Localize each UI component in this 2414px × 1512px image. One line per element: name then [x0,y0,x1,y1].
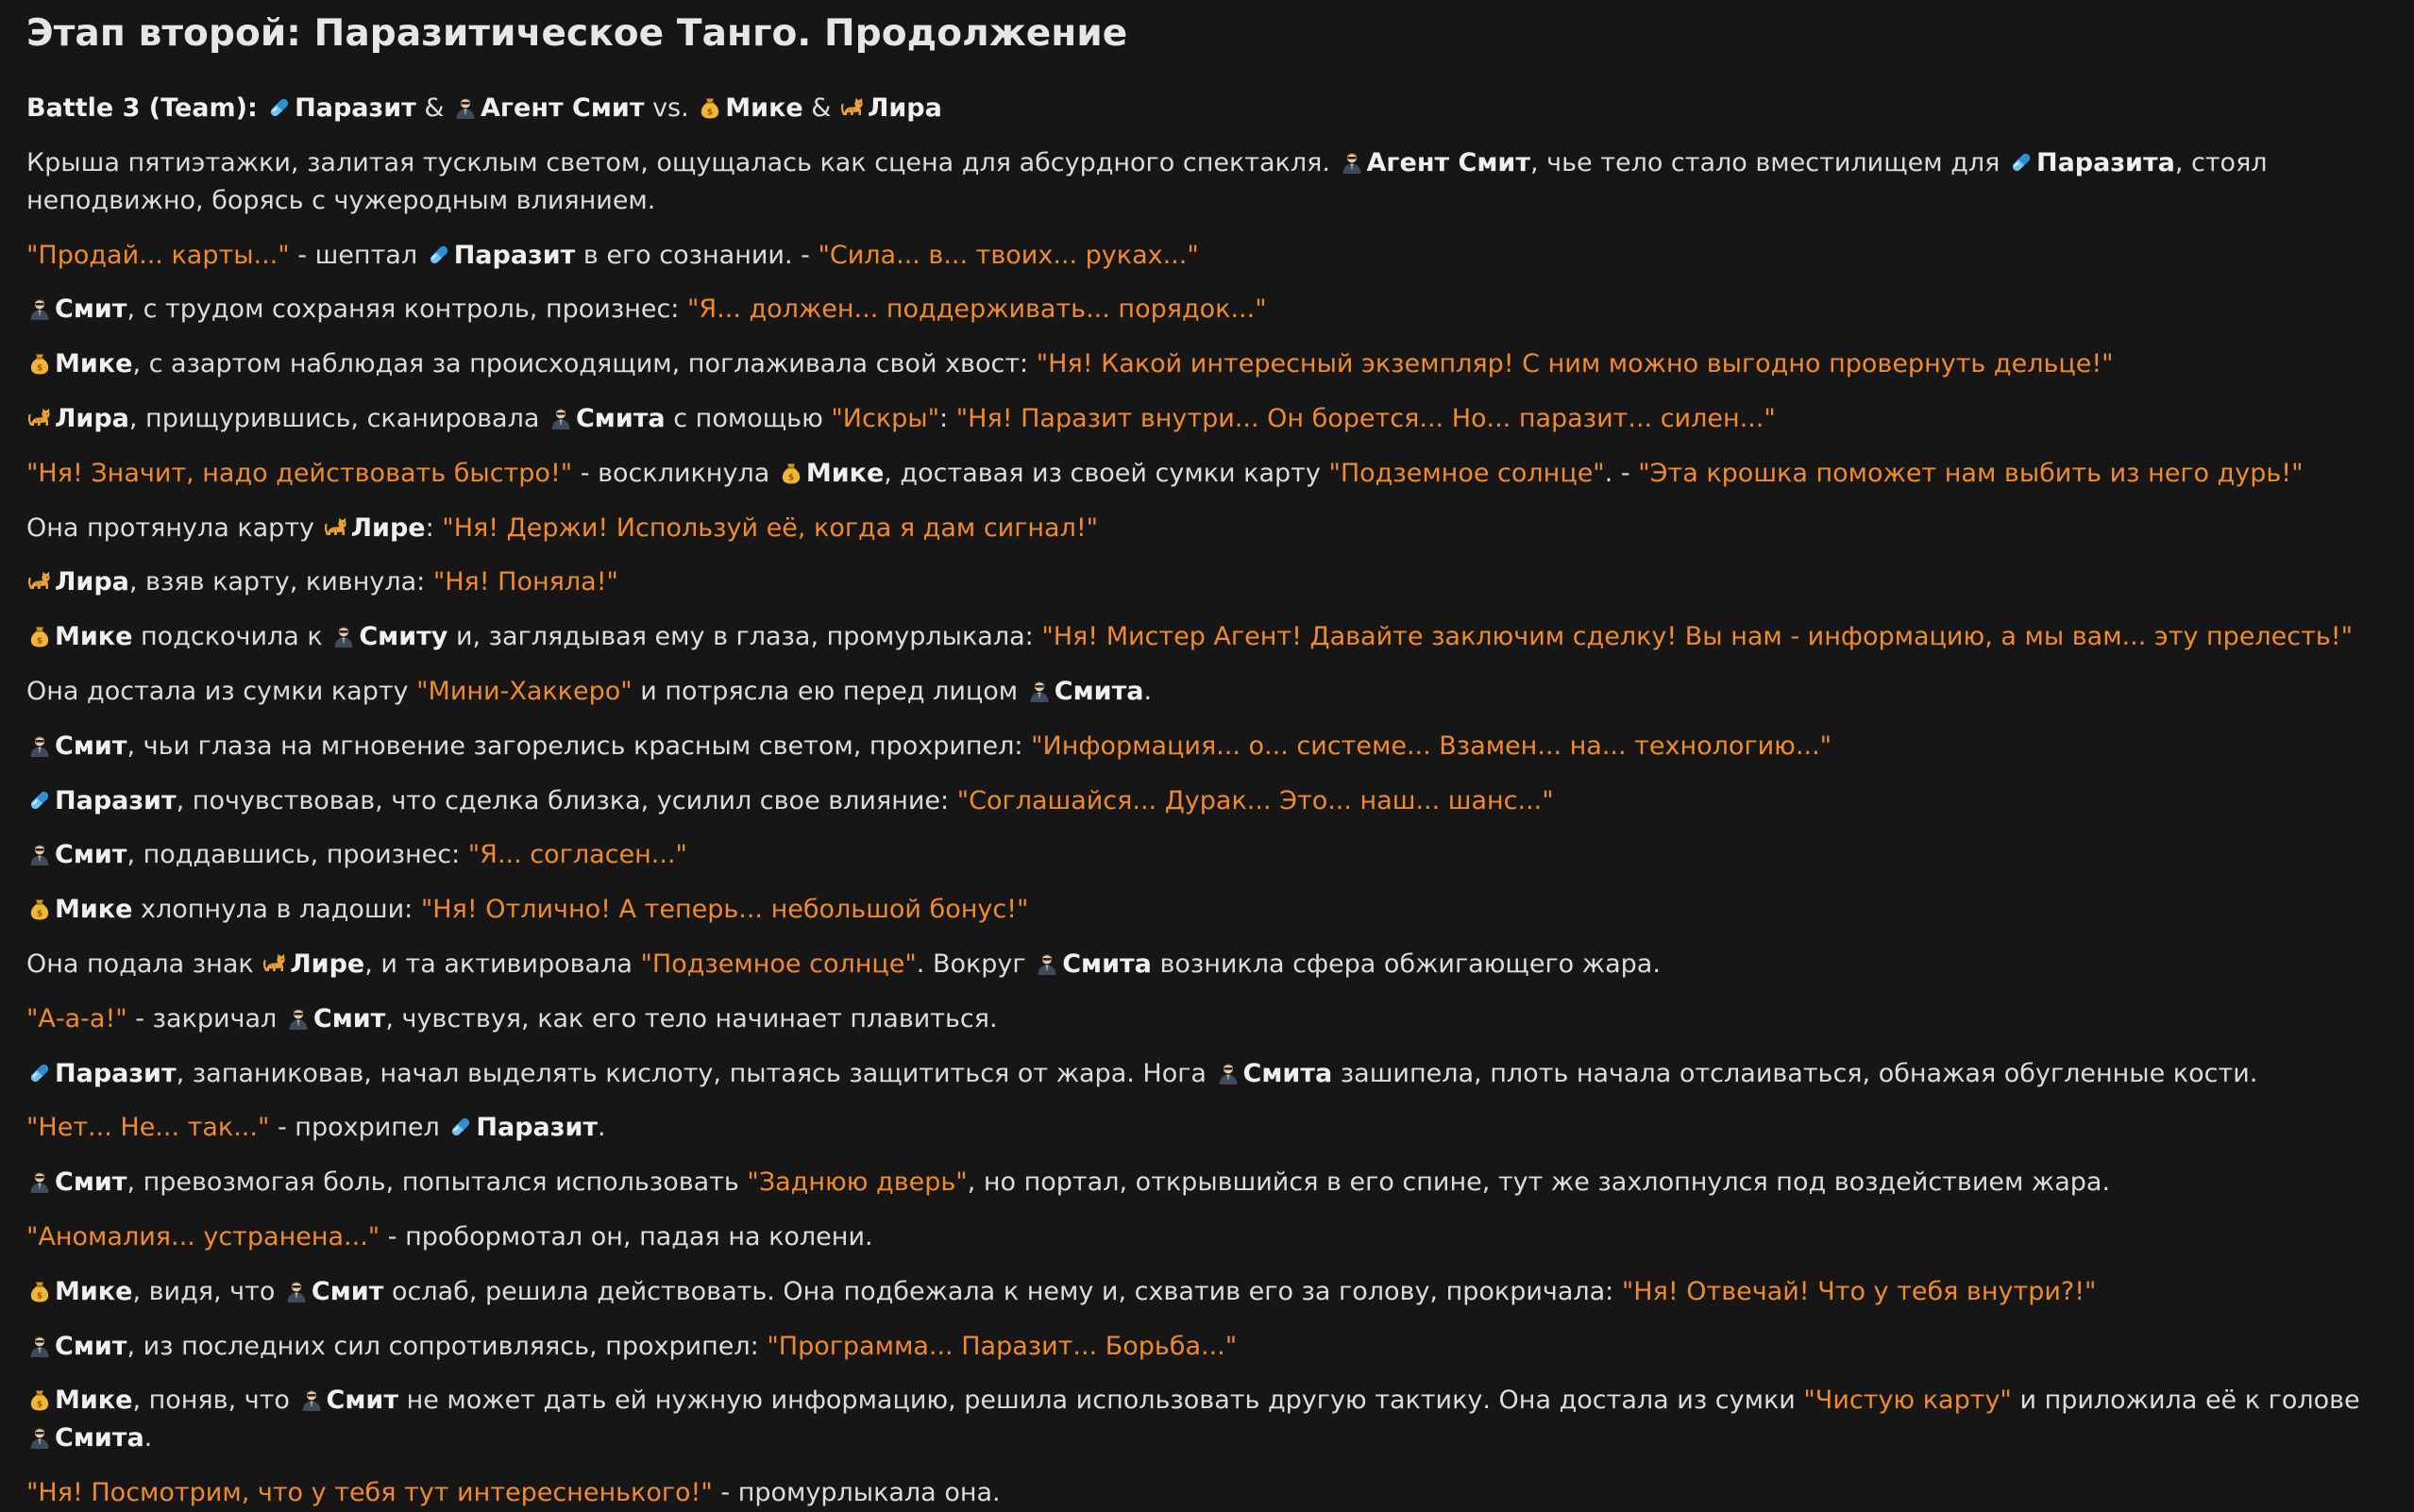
story-paragraph [26,673,2388,711]
quoted-text: "Соглашайся... Дурак... Это... наш... шанс..." [956,785,1554,815]
quoted-text: "Ня! Какой интересный экземпляр! С ним можно выгодно провернуть дельце!" [1036,349,2114,379]
story-paragraph [26,1109,2388,1147]
cat-icon [27,569,52,594]
story-paragraph [26,618,2388,656]
character-name: Паразит [295,93,416,123]
quoted-text: "Эта крошка поможет нам выбить из него дурь!" [1638,458,2304,488]
svg-text:$: $ [36,1291,43,1302]
money-bag-icon [779,461,803,485]
character-name: Battle 3 (Team): [26,93,267,123]
narration-text: , с азартом наблюдая за происходящим, поглаживала свой хвост: [132,349,1037,379]
narration-text: Она достала из сумки карту [26,676,417,706]
character-name: Смит [55,731,127,761]
character-name: Мике [55,622,133,652]
narration-text: & [802,93,839,123]
narration-text: , но портал, открывшийся в его спине, тут же захлопнулся под воздействием жара. [967,1168,2111,1198]
narration-text: - промурлыкала она. [712,1478,1001,1508]
story-body [26,90,2388,1512]
narration-text: . [1143,676,1153,706]
character-name: Лира [867,93,942,123]
agent-icon [549,406,573,430]
agent-icon [286,1006,311,1031]
narration-text: , почувствовав, что сделка близка, усилил свое влияние: [176,785,957,815]
character-name: Паразит [55,785,177,815]
narration-text: , запаниковав, начал выделять кислоту, пытаясь защититься от жара. Нога [176,1058,1215,1088]
character-name: Лира [55,567,129,597]
quoted-text: "Ня! Мистер Агент! Давайте заключим сделку! Вы нам - информацию, а мы вам... эту прелесть!" [1041,622,2354,652]
quoted-text: "Информация... о... системе... Взамен... на... технологию..." [1031,731,1832,761]
quoted-text: "Программа... Паразит... Борьба..." [767,1331,1238,1361]
narration-text: Она протянула карту [26,512,323,543]
agent-icon [27,842,52,866]
agent-icon [27,1169,52,1194]
quoted-text: "Ня! Отвечай! Что у тебя внутри?!" [1621,1276,2097,1306]
narration-text: , поняв, что [132,1386,298,1416]
character-name: Паразит [476,1113,599,1143]
story-paragraph [26,1164,2388,1201]
story-paragraph [26,1000,2388,1038]
narration-text: , чье тело стало вместилищем для [1530,147,2008,177]
narration-text: , видя, что [132,1276,283,1306]
quoted-text: "Продай... карты..." [26,240,290,270]
narration-text: . Вокруг [916,949,1035,979]
agent-icon [27,733,52,758]
narration-text: . - [1604,458,1639,488]
narration-text: . [143,1423,153,1453]
quoted-text: "Ня! Значит, надо действовать быстро!" [26,458,573,488]
narration-text: , стоял неподвижно, борясь с чужеродным влиянием. [26,147,2268,215]
pill-icon [2009,150,2034,175]
money-bag-icon [27,897,52,921]
narration-text: зашипела, плоть начала отслаиваться, обнажая обугленные кости. [1332,1058,2258,1088]
character-name: Агент Смит [1366,147,1530,177]
narration-text: , доставая из своей сумки карту [884,458,1329,488]
story-paragraph [26,1382,2388,1457]
svg-text:$: $ [787,473,794,483]
story-paragraph [26,1273,2388,1311]
narration-text: , поддавшись, произнес: [127,840,468,870]
agent-icon [299,1387,324,1412]
story-paragraph [26,836,2388,874]
story-paragraph [26,782,2388,820]
story-paragraph [26,728,2388,765]
pill-icon [27,1061,52,1085]
character-name: Мике [55,1386,133,1416]
cat-icon [840,95,865,120]
story-paragraph [26,144,2388,220]
quoted-text: "Чистую карту" [1803,1386,2012,1416]
character-name: Смит [55,294,127,325]
narration-text: ослаб, решила действовать. Она подбежала к нему и, схватив его за голову, прокричала: [383,1276,1622,1306]
narration-text: и, заглядывая ему в глаза, промурлыкала: [447,622,1042,652]
page-title: Этап второй: Паразитическое Танго. Продолжение [26,12,1128,55]
story-paragraph [26,1328,2388,1366]
quoted-text: "Я... должен... поддерживать... порядок..." [686,294,1267,325]
agent-icon [27,1425,52,1450]
narration-text: : [425,512,443,543]
narration-text: & [415,93,452,123]
character-name: Лире [350,512,426,543]
narration-text: , и та активировала [364,949,641,979]
character-name: Смита [55,1423,144,1453]
quoted-text: "Я... согласен..." [467,840,687,870]
narration-text: - закричал [127,1003,285,1033]
story-paragraph [26,400,2388,438]
quoted-text: "Подземное солнце" [1328,458,1605,488]
quoted-text: "Ня! Отлично! А теперь... небольшой бонус!" [420,895,1029,925]
quoted-text: "А-а-а!" [26,1003,127,1033]
character-name: Смита [1062,949,1152,979]
character-name: Смит [312,1003,386,1033]
quoted-text: "Подземное солнце" [640,949,917,979]
quoted-text: "Аномалия... устранена..." [26,1221,380,1252]
narration-text: и потрясла ею перед лицом [632,676,1026,706]
quoted-text: "Ня! Посмотрим, что у тебя тут интересненького!" [26,1478,713,1508]
pill-icon [27,788,52,813]
svg-text:$: $ [36,909,43,919]
story-paragraph [26,1055,2388,1093]
character-name: Смиту [359,622,448,652]
narration-text: Крыша пятиэтажки, залитая тусклым светом, ощущалась как сцена для абсурдного спектакля. [26,147,1339,177]
agent-icon [453,95,478,120]
agent-icon [27,296,52,321]
narration-text: , прищурившись, сканировала [128,403,548,433]
story-paragraph [26,455,2388,493]
story-paragraph [26,345,2388,383]
cat-icon [262,951,287,976]
character-name: Мике [55,1276,133,1306]
narration-text: не может дать ей нужную информацию, решила использовать другую тактику. Она достала из сумки [397,1386,1804,1416]
narration-text: в его сознании. - [575,240,819,270]
story-paragraph [26,1474,2388,1512]
character-name: Смит [55,840,127,870]
narration-text: vs. [644,93,698,123]
narration-text: - воскликнула [572,458,778,488]
cat-icon [27,406,52,430]
story-paragraph [26,1218,2388,1256]
character-name: Паразита [2035,147,2175,177]
agent-icon [1340,150,1364,175]
story-paragraph [26,291,2388,328]
character-name: Мике [725,93,803,123]
agent-icon [1035,951,1059,976]
narration-text: - прохрипел [269,1113,448,1143]
story-paragraph [26,510,2388,547]
quoted-text: "Ня! Держи! Используй её, когда я дам сигнал!" [442,512,1099,543]
character-name: Смит [55,1168,127,1198]
story-paragraph [26,946,2388,983]
svg-text:$: $ [36,363,43,374]
character-name: Агент Смит [481,93,645,123]
narration-text: , превозмогая боль, попытался использовать [127,1168,748,1198]
money-bag-icon [27,624,52,648]
agent-icon [27,1334,52,1358]
agent-icon [331,624,356,648]
narration-text: - пробормотал он, падая на колени. [380,1221,873,1252]
pill-icon [267,95,292,120]
character-name: Мике [55,349,133,379]
narration-text: и приложила её к голове [2011,1386,2360,1416]
character-name: Смит [311,1276,384,1306]
narration-text: возникла сфера обжигающего жара. [1151,949,1661,979]
quoted-text: "Мини-Хаккеро" [416,676,633,706]
agent-icon [284,1279,309,1303]
svg-text:$: $ [707,108,714,118]
narration-text: , чувствуя, как его тело начинает плавиться. [385,1003,998,1033]
narration-text: , взяв карту, кивнула: [128,567,433,597]
story-paragraph [26,891,2388,929]
quoted-text: "Ня! Поняла!" [432,567,618,597]
character-name: Смит [55,1331,127,1361]
quoted-text: "Искры" [831,403,940,433]
narration-text: , чьи глаза на мгновение загорелись красным светом, прохрипел: [127,731,1032,761]
money-bag-icon [27,351,52,376]
narration-text: , из последних сил сопротивляясь, прохрипел: [127,1331,768,1361]
character-name: Смита [575,403,666,433]
narration-text: : [939,403,956,433]
agent-icon [1027,679,1052,703]
narration-text: хлопнула в ладоши: [132,895,421,925]
agent-icon [1216,1061,1241,1085]
money-bag-icon [698,95,722,120]
svg-text:$: $ [36,636,43,647]
character-name: Лире [290,949,365,979]
character-name: Мике [805,458,885,488]
money-bag-icon [27,1387,52,1412]
quoted-text: "Ня! Паразит внутри... Он борется... Но... паразит... силен..." [955,403,1776,433]
story-paragraph [26,237,2388,275]
money-bag-icon [27,1279,52,1303]
narration-text: . [598,1113,606,1143]
story-paragraph [26,563,2388,601]
cat-icon [324,515,348,540]
narration-text: с помощью [665,403,832,433]
narration-text: , с трудом сохраняя контроль, произнес: [127,294,687,325]
character-name: Паразит [55,1058,177,1088]
narration-text: Она подала знак [26,949,262,979]
character-name: Смита [1054,676,1144,706]
character-name: Мике [55,895,133,925]
quoted-text: "Нет... Не... так..." [26,1113,270,1143]
pill-icon [448,1115,473,1139]
svg-text:$: $ [36,1400,43,1410]
character-name: Смита [1242,1058,1333,1088]
pill-icon [427,243,451,267]
quoted-text: "Заднюю дверь" [747,1168,968,1198]
character-name: Смит [326,1386,398,1416]
character-name: Паразит [453,240,576,270]
narration-text: подскочила к [132,622,331,652]
battle-header [26,90,2388,127]
narration-text: - шептал [289,240,426,270]
quoted-text: "Сила... в... твоих... руках..." [818,240,1199,270]
character-name: Лира [55,403,129,433]
